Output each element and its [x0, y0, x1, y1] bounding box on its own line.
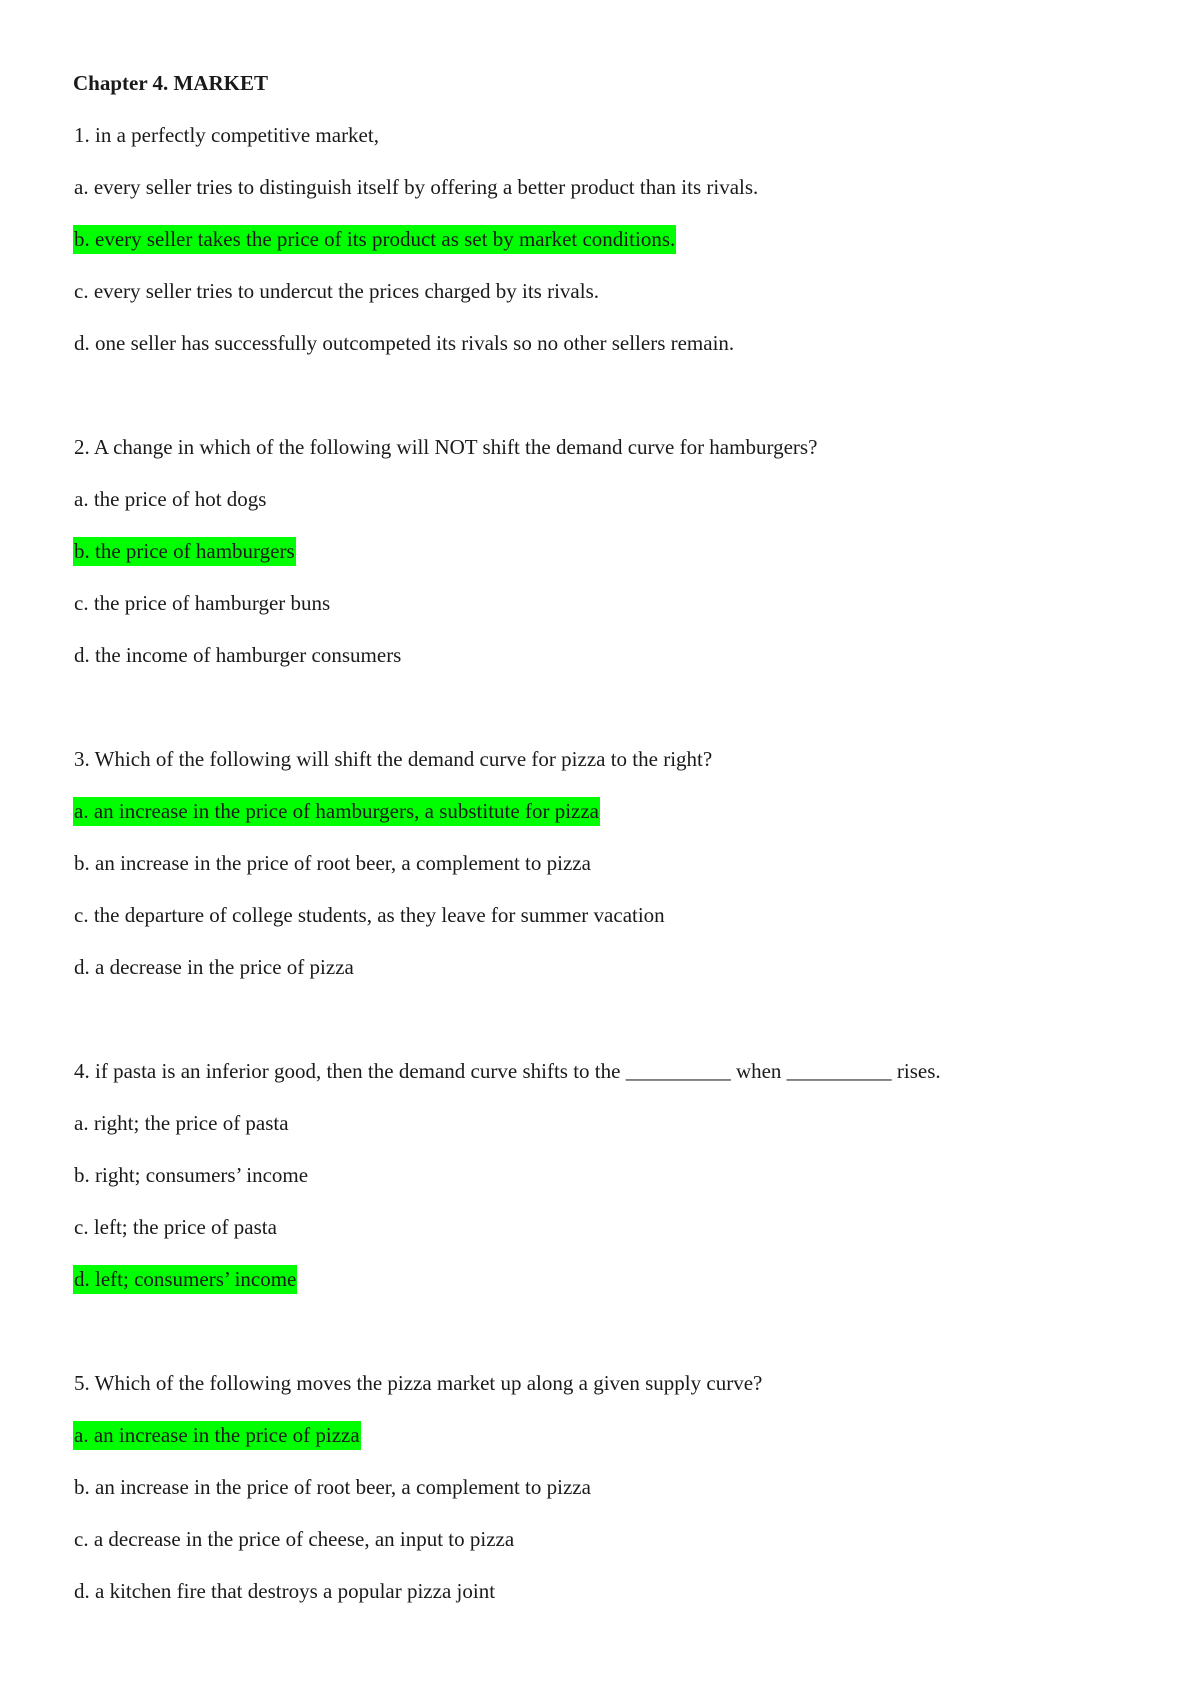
answer-option: b. right; consumers’ income	[74, 1163, 309, 1187]
question-1	[73, 118, 1133, 360]
question-stem: 1. in a perfectly competitive market,	[74, 123, 379, 147]
answer-option: a. right; the price of pasta	[74, 1111, 289, 1135]
answer-option: a. the price of hot dogs	[74, 487, 267, 511]
question-stem: 4. if pasta is an inferior good, then the demand curve shifts to the __________ when __________ rises.	[74, 1059, 941, 1083]
answer-option: a. every seller tries to distinguish itself by offering a better product than its rivals.	[74, 175, 759, 199]
answer-option: d. a decrease in the price of pizza	[74, 955, 354, 979]
answer-option-highlighted: d. left; consumers’ income	[73, 1262, 1133, 1296]
answer-option: d. a kitchen fire that destroys a popular pizza joint	[74, 1579, 496, 1603]
answer-option: b. an increase in the price of root beer, a complement to pizza	[74, 1475, 591, 1499]
chapter-title-text: Chapter 4. MARKET	[73, 71, 269, 95]
answer-option: c. the price of hamburger buns	[74, 591, 331, 615]
answer-option: c. a decrease in the price of cheese, an input to pizza	[74, 1527, 515, 1551]
question-stem: 3. Which of the following will shift the demand curve for pizza to the right?	[74, 747, 713, 771]
blank-line	[73, 690, 1133, 742]
blank-line	[73, 1314, 1133, 1366]
question-stem: 5. Which of the following moves the pizza market up along a given supply curve?	[74, 1371, 763, 1395]
answer-option: b. an increase in the price of root beer, a complement to pizza	[74, 851, 591, 875]
question-4	[73, 1054, 1133, 1296]
answer-option: c. the departure of college students, as they leave for summer vacation	[74, 903, 665, 927]
question-2	[73, 430, 1133, 672]
document-page	[73, 66, 1133, 1626]
chapter-title	[73, 66, 1133, 100]
answer-option-highlighted: a. an increase in the price of pizza	[73, 1418, 1133, 1452]
answer-option-highlighted: b. every seller takes the price of its product as set by market conditions.	[73, 222, 1133, 256]
answer-option: d. the income of hamburger consumers	[74, 643, 402, 667]
answer-option-highlighted: a. an increase in the price of hamburgers, a substitute for pizza	[73, 794, 1133, 828]
answer-option: d. one seller has successfully outcompeted its rivals so no other sellers remain.	[74, 331, 735, 355]
blank-line	[73, 378, 1133, 430]
blank-line	[73, 1002, 1133, 1054]
question-stem: 2. A change in which of the following will NOT shift the demand curve for hamburgers?	[74, 435, 818, 459]
answer-option: c. every seller tries to undercut the prices charged by its rivals.	[74, 279, 600, 303]
question-5	[73, 1366, 1133, 1608]
answer-option-highlighted: b. the price of hamburgers	[73, 534, 1133, 568]
answer-option: c. left; the price of pasta	[74, 1215, 277, 1239]
question-3	[73, 742, 1133, 984]
